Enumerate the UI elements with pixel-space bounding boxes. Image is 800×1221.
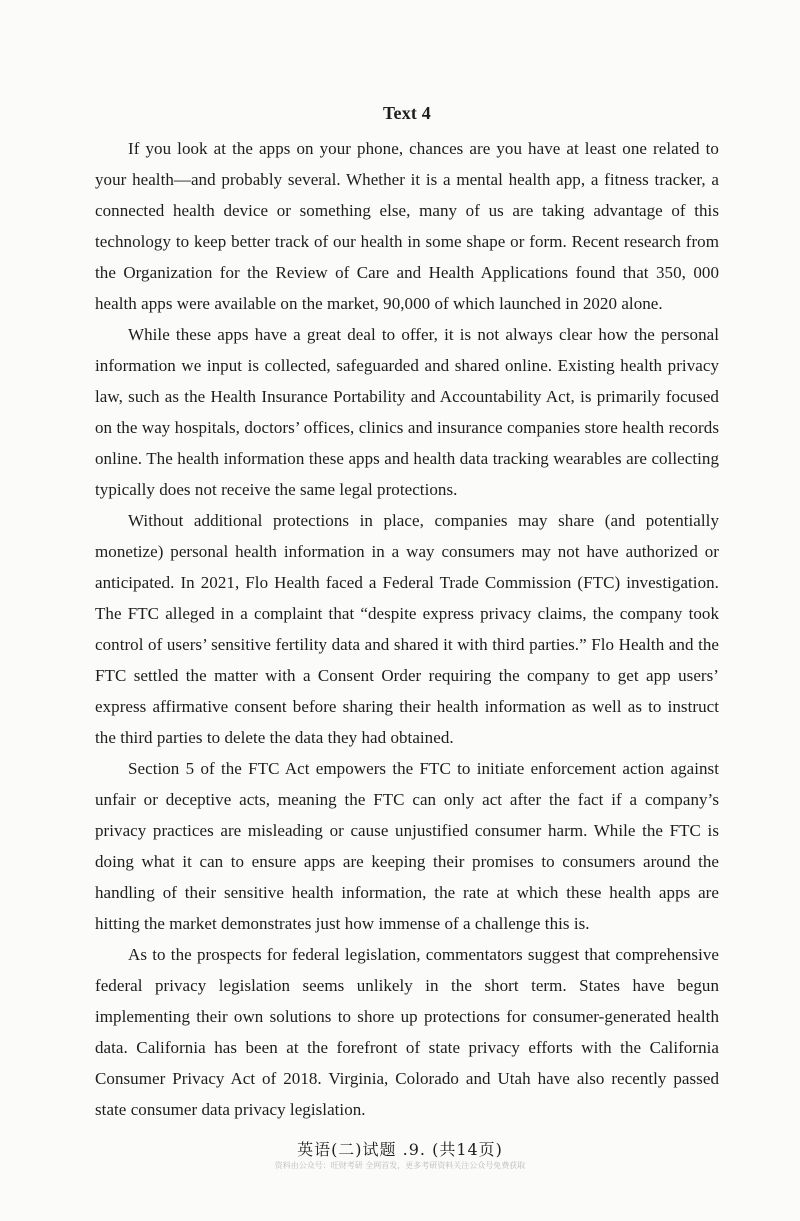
paragraph-2: While these apps have a great deal to offer, it is not always clear how the personal information we input is collected, safeguarded and shared online. Existing health privacy law, such as the Health Insurance Portability and Accountability Act, is primarily focused on the way hospitals, doctors’ offices, clinics and insurance companies store health records online. The health information these apps and health data tracking wearables are collecting typically does not receive the same legal protections. — [95, 325, 719, 499]
page-footer: 英语(二)试题 .9. (共14页) — [297, 1140, 503, 1159]
watermark-text: 资料由公众号：旺财考研 全网首发，更多考研资料关注公众号免费获取 — [274, 1161, 526, 1170]
paragraph-5: As to the prospects for federal legislation, commentators suggest that comprehensive federal privacy legislation seems unlikely in the short term. States have begun implementing their own solutions to shore up protections for consumer-generated health data. California has been at the forefront of state privacy efforts with the California Consumer Privacy Act of 2018. Virginia, Colorado and Utah have also recently passed state consumer data privacy legislation. — [95, 945, 719, 1119]
paragraph-4: Section 5 of the FTC Act empowers the FTC to initiate enforcement action against unfair or deceptive acts, meaning the FTC can only act after the fact if a company’s privacy practices are misleading or cause unjustified consumer harm. While the FTC is doing what it can to ensure apps are keeping their promises to consumers around the handling of their sensitive health information, the rate at which these health apps are hitting the market demonstrates just how immense of a challenge this is. — [95, 759, 719, 933]
paragraph-1: If you look at the apps on your phone, chances are you have at least one related to your health—and probably several. Whether it is a mental health app, a fitness tracker, a connected health device or something else, many of us are taking advantage of this technology to keep better track of our health in some shape or form. Recent research from the Organization for the Review of Care and Health Applications found that 350, 000 health apps were available on the market, 90,000 of which launched in 2020 alone. — [95, 139, 719, 313]
paragraph-3: Without additional protections in place, companies may share (and potentially monetize) personal health information in a way consumers may not have authorized or anticipated. In 2021, Flo Health faced a Federal Trade Commission (FTC) investigation. The FTC alleged in a complaint that “despite express privacy claims, the company took control of users’ sensitive fertility data and shared it with third parties.” Flo Health and the FTC settled the matter with a Consent Order requiring the company to get app users’ express affirmative consent before sharing their health information as well as to instruct the third parties to delete the data they had obtained. — [95, 511, 719, 747]
text-title: Text 4 — [382, 103, 432, 123]
document-page — [95, 98, 719, 1125]
